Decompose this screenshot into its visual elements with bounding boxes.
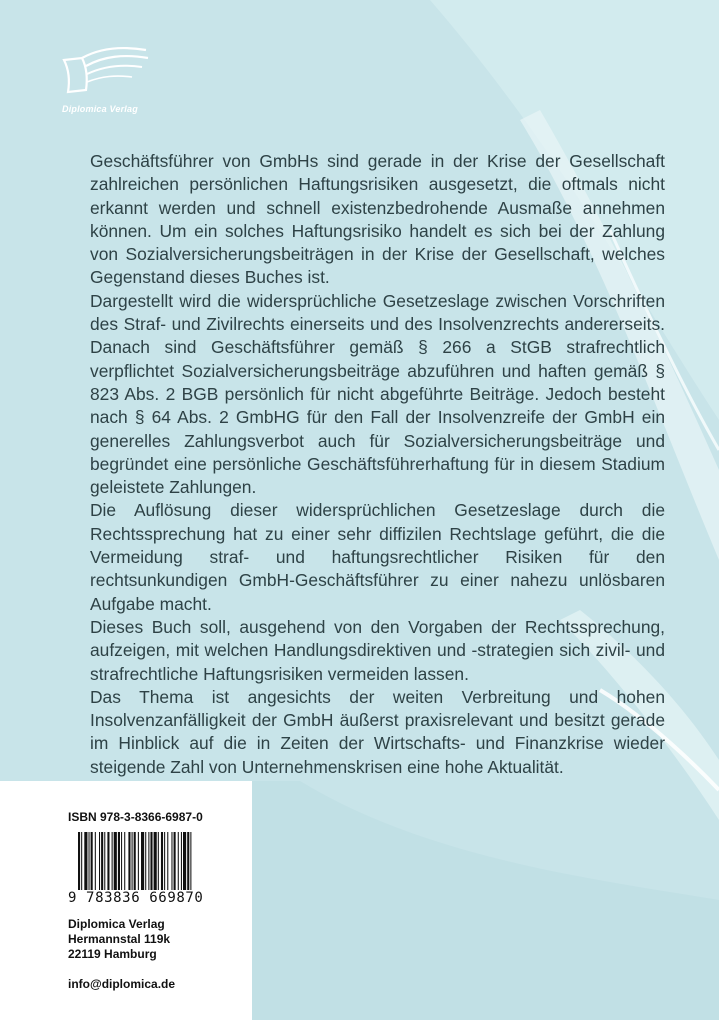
barcode (68, 832, 216, 922)
publisher-email[interactable]: info@diplomica.de (68, 977, 176, 991)
blurb-paragraph: Dargestellt wird die widersprüchliche Gesetzeslage zwischen Vorschriften des Straf- und Zivilrechts einerseits und des Insolvenzrechts andererseits. Danach sind Geschäftsführer gemäß § 266 a StGB strafrechtlich verpflichtet Sozialversicherungsbeiträge abzuführen und haften gemäß § 823 Abs. 2 BGB persönlich für nicht abgeführte Beiträge. Jedoch besteht nach § 64 Abs. 2 GmbHG für den Fall der Insolvenzreife der GmbH ein generelles Zahlungsverbot auch für Sozialversicherungsbeiträge und begründet eine persönliche Geschäftsführerhaftung für in diesem Stadium geleistete Zahlungen. (90, 290, 665, 498)
publisher-logo (60, 40, 160, 120)
blurb-paragraph: Das Thema ist angesichts der weiten Verbreitung und hohen Insolvenzanfälligkeit der GmbH äußerst praxisrelevant und besitzt gerade im Hinblick auf die in Zeiten der Wirtschafts- und Finanzkrise wieder steigende Zahl von Unternehmenskrisen eine hohe Aktualität. (90, 686, 665, 777)
publisher-logo-text: Diplomica Verlag (62, 104, 138, 114)
blurb-paragraph: Geschäftsführer von GmbHs sind gerade in der Krise der Gesellschaft zahlreichen persönlichen Haftungsrisiken ausgesetzt, die oftmals nicht erkannt werden und schnell existenzbedrohende Ausmaße annehmen können. Um ein solches Haftungsrisiko handelt es sich bei der Zahlung von Sozialversicherungsbeiträgen in der Krise der Gesellschaft, welches Gegenstand dieses Buches ist. (90, 151, 665, 288)
address-line: Hermannstal 119k (68, 932, 171, 946)
publisher-address (68, 917, 170, 962)
book-swoosh-icon (60, 40, 160, 104)
isbn-label: ISBN 978-3-8366-6987-0 (68, 810, 203, 824)
back-cover-blurb (90, 150, 665, 779)
blurb-paragraph: Dieses Buch soll, ausgehend von den Vorgaben der Rechtssprechung, aufzeigen, mit welchen Handlungsdirektiven und -strategien sich zivil- und strafrechtliche Haftungsrisiken vermeiden lassen. (90, 616, 665, 684)
blurb-paragraph: Die Auflösung dieser widersprüchlichen Gesetzeslage durch die Rechtssprechung hat zu einer sehr diffizilen Rechtslage geführt, die die Vermeidung straf- und haftungsrechtlicher Risiken für den rechtsunkundigen GmbH-Geschäftsführer zu einer nahezu unlösbaren Aufgabe macht. (90, 500, 665, 614)
address-line: 22119 Hamburg (68, 947, 157, 961)
address-line: Diplomica Verlag (68, 917, 165, 931)
barcode-digits: 9 783836 669870 (68, 890, 204, 906)
